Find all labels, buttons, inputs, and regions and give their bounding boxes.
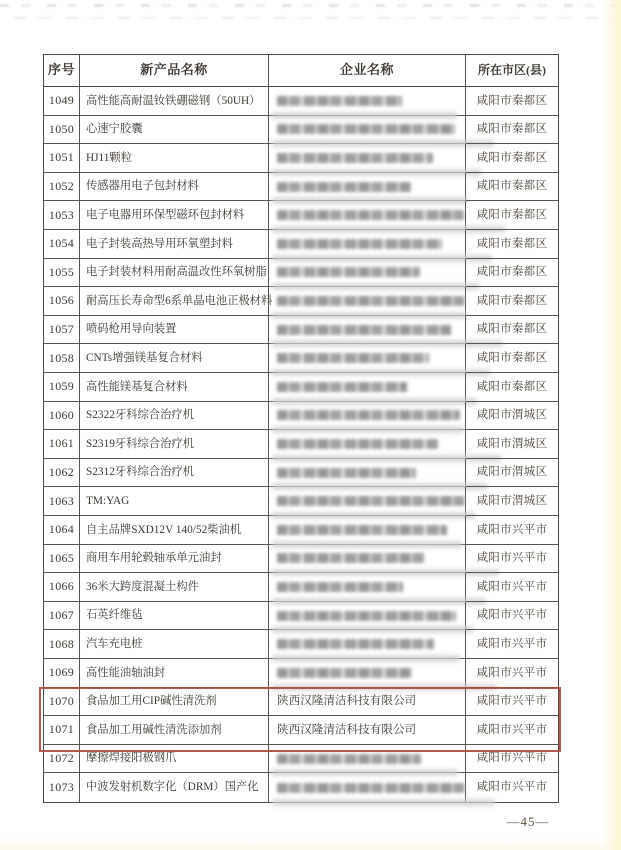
- company-cell: [269, 573, 466, 602]
- serial-cell: 1059: [44, 373, 80, 402]
- district-cell: 咸阳市秦都区: [466, 259, 558, 288]
- district-cell: 咸阳市渭城区: [466, 459, 558, 488]
- product-cell: 自主品牌SXD12V 140/52柴油机: [80, 516, 269, 545]
- company-redaction-blur: [277, 439, 438, 449]
- product-cell: 喷码枪用导向装置: [80, 316, 269, 345]
- district-cell: 咸阳市兴平市: [466, 602, 558, 631]
- company-cell: [269, 87, 466, 116]
- serial-cell: 1051: [44, 144, 80, 173]
- company-cell: [269, 259, 466, 288]
- company-cell: [269, 144, 466, 173]
- page-number: —45—: [506, 814, 550, 829]
- serial-cell: 1065: [44, 545, 80, 574]
- serial-cell: 1072: [44, 745, 80, 774]
- product-cell: 汽车充电桩: [80, 630, 269, 659]
- company-cell: [269, 630, 466, 659]
- district-cell: 咸阳市渭城区: [466, 430, 558, 459]
- district-cell: 咸阳市兴平市: [466, 745, 558, 774]
- product-cell: 电子封装高热导用环氧塑封料: [80, 230, 269, 259]
- company-redaction-blur: [277, 153, 433, 163]
- company-redaction-blur: [277, 582, 403, 592]
- company-cell: [269, 373, 466, 402]
- company-redaction-blur: [277, 96, 402, 106]
- company-redaction-blur: [277, 496, 465, 506]
- serial-cell: 1052: [44, 173, 80, 202]
- serial-cell: 1055: [44, 259, 80, 288]
- column-header: 新产品名称: [80, 55, 269, 87]
- company-redaction-blur: [277, 611, 456, 621]
- company-cell: [269, 230, 466, 259]
- product-cell: CNTs增强镁基复合材料: [80, 344, 269, 373]
- company-cell: 陕西汉隆清洁科技有限公司: [269, 688, 466, 717]
- district-cell: 咸阳市秦都区: [466, 87, 558, 116]
- company-redaction-blur: [277, 553, 425, 563]
- scan-noise-streak: [0, 17, 621, 19]
- product-cell: 摩擦焊接阳极钢爪: [80, 745, 269, 774]
- scan-edge-bottom: [0, 838, 621, 850]
- product-cell: 商用车用轮毂轴承单元油封: [80, 545, 269, 574]
- serial-cell: 1060: [44, 402, 80, 431]
- product-cell: 电子封装材料用耐高温改性环氧树脂: [80, 259, 269, 288]
- serial-cell: 1066: [44, 573, 80, 602]
- company-cell: [269, 459, 466, 488]
- district-cell: 咸阳市秦都区: [466, 173, 558, 202]
- company-cell: [269, 745, 466, 774]
- district-cell: 咸阳市渭城区: [466, 402, 558, 431]
- serial-cell: 1064: [44, 516, 80, 545]
- company-cell: 陕西汉隆清洁科技有限公司: [269, 716, 466, 745]
- company-redaction-blur: [277, 668, 412, 678]
- company-cell: [269, 173, 466, 202]
- company-redaction-blur: [277, 296, 465, 306]
- company-cell: [269, 402, 466, 431]
- company-redaction-blur: [277, 325, 451, 335]
- district-cell: 咸阳市秦都区: [466, 230, 558, 259]
- column-header: 序号: [44, 55, 80, 87]
- serial-cell: 1057: [44, 316, 80, 345]
- district-cell: 咸阳市秦都区: [466, 144, 558, 173]
- district-cell: 咸阳市秦都区: [466, 373, 558, 402]
- product-cell: 高性能高耐温钕铁硼磁钢（50UH）: [80, 87, 269, 116]
- product-cell: 电子电器用环保型磁环包封材料: [80, 201, 269, 230]
- product-cell: S2319牙科综合治疗机: [80, 430, 269, 459]
- company-redaction-blur: [277, 468, 416, 478]
- district-cell: 咸阳市秦都区: [466, 201, 558, 230]
- district-cell: 咸阳市秦都区: [466, 316, 558, 345]
- product-cell: 耐高压长寿命型6系单晶电池正极材料: [80, 287, 269, 316]
- company-cell: [269, 487, 466, 516]
- column-header: 所在市区(县): [466, 55, 558, 87]
- product-cell: S2322牙科综合治疗机: [80, 402, 269, 431]
- product-cell: 心速宁胶囊: [80, 116, 269, 145]
- serial-cell: 1073: [44, 773, 80, 802]
- company-redaction-blur: [277, 353, 429, 363]
- district-cell: 咸阳市兴平市: [466, 688, 558, 717]
- serial-cell: 1069: [44, 659, 80, 688]
- column-header: 企业名称: [269, 55, 466, 87]
- product-cell: 高性能镁基复合材料: [80, 373, 269, 402]
- company-cell: [269, 116, 466, 145]
- serial-cell: 1070: [44, 688, 80, 717]
- company-redaction-blur: [277, 239, 442, 249]
- district-cell: 咸阳市兴平市: [466, 516, 558, 545]
- product-cell: TM:YAG: [80, 487, 269, 516]
- serial-cell: 1056: [44, 287, 80, 316]
- serial-cell: 1062: [44, 459, 80, 488]
- company-redaction-blur: [277, 124, 455, 134]
- district-cell: 咸阳市渭城区: [466, 487, 558, 516]
- company-cell: [269, 316, 466, 345]
- product-cell: S2312牙科综合治疗机: [80, 459, 269, 488]
- district-cell: 咸阳市秦都区: [466, 344, 558, 373]
- serial-cell: 1061: [44, 430, 80, 459]
- serial-cell: 1068: [44, 630, 80, 659]
- new-products-table: [43, 54, 559, 803]
- company-redaction-smudge: [272, 799, 495, 806]
- company-redaction-blur: [277, 525, 447, 535]
- company-cell: [269, 516, 466, 545]
- product-cell: 传感器用电子包封材料: [80, 173, 269, 202]
- district-cell: 咸阳市兴平市: [476, 781, 548, 794]
- serial-cell: 1058: [44, 344, 80, 373]
- company-cell: [269, 287, 466, 316]
- serial-cell: 1063: [44, 487, 80, 516]
- scan-noise-streak: [0, 4, 621, 7]
- product-cell: 中波发射机数字化（DRM）国产化: [80, 773, 269, 802]
- company-redaction-blur: [277, 182, 411, 192]
- company-redaction-blur: [277, 210, 464, 220]
- product-cell: 石英纤维毡: [80, 602, 269, 631]
- company-cell: [269, 430, 466, 459]
- product-cell: 36米大跨度混凝土构件: [80, 573, 269, 602]
- company-redaction-blur: [277, 267, 420, 277]
- serial-cell: 1053: [44, 201, 80, 230]
- scan-edge-right: [603, 0, 621, 850]
- company-redaction-blur: [277, 639, 434, 649]
- district-cell: 咸阳市兴平市: [466, 545, 558, 574]
- serial-cell: 1050: [44, 116, 80, 145]
- company-redaction-blur: [277, 783, 465, 793]
- product-cell: 食品加工用CIP碱性清洗剂: [80, 688, 269, 717]
- serial-cell: 1049: [44, 87, 80, 116]
- company-redaction-blur: [277, 410, 460, 420]
- product-cell: 高性能油轴油封: [80, 659, 269, 688]
- district-cell: 咸阳市兴平市: [466, 630, 558, 659]
- district-cell: 咸阳市兴平市: [466, 716, 558, 745]
- company-cell: [269, 773, 466, 802]
- district-cell: 咸阳市秦都区: [466, 116, 558, 145]
- serial-cell: 1054: [44, 230, 80, 259]
- district-cell: 咸阳市秦都区: [466, 287, 558, 316]
- district-cell: 咸阳市兴平市: [466, 659, 558, 688]
- serial-cell: 1067: [44, 602, 80, 631]
- product-cell: HJ11颗粒: [80, 144, 269, 173]
- company-cell: [269, 659, 466, 688]
- company-cell: [269, 602, 466, 631]
- company-cell: [269, 344, 466, 373]
- serial-cell: 1071: [44, 716, 80, 745]
- company-redaction-blur: [277, 754, 421, 764]
- company-redaction-blur: [277, 382, 407, 392]
- company-cell: [269, 545, 466, 574]
- company-cell: [269, 201, 466, 230]
- district-cell: 咸阳市兴平市: [466, 573, 558, 602]
- product-cell: 食品加工用碱性清洗添加剂: [80, 716, 269, 745]
